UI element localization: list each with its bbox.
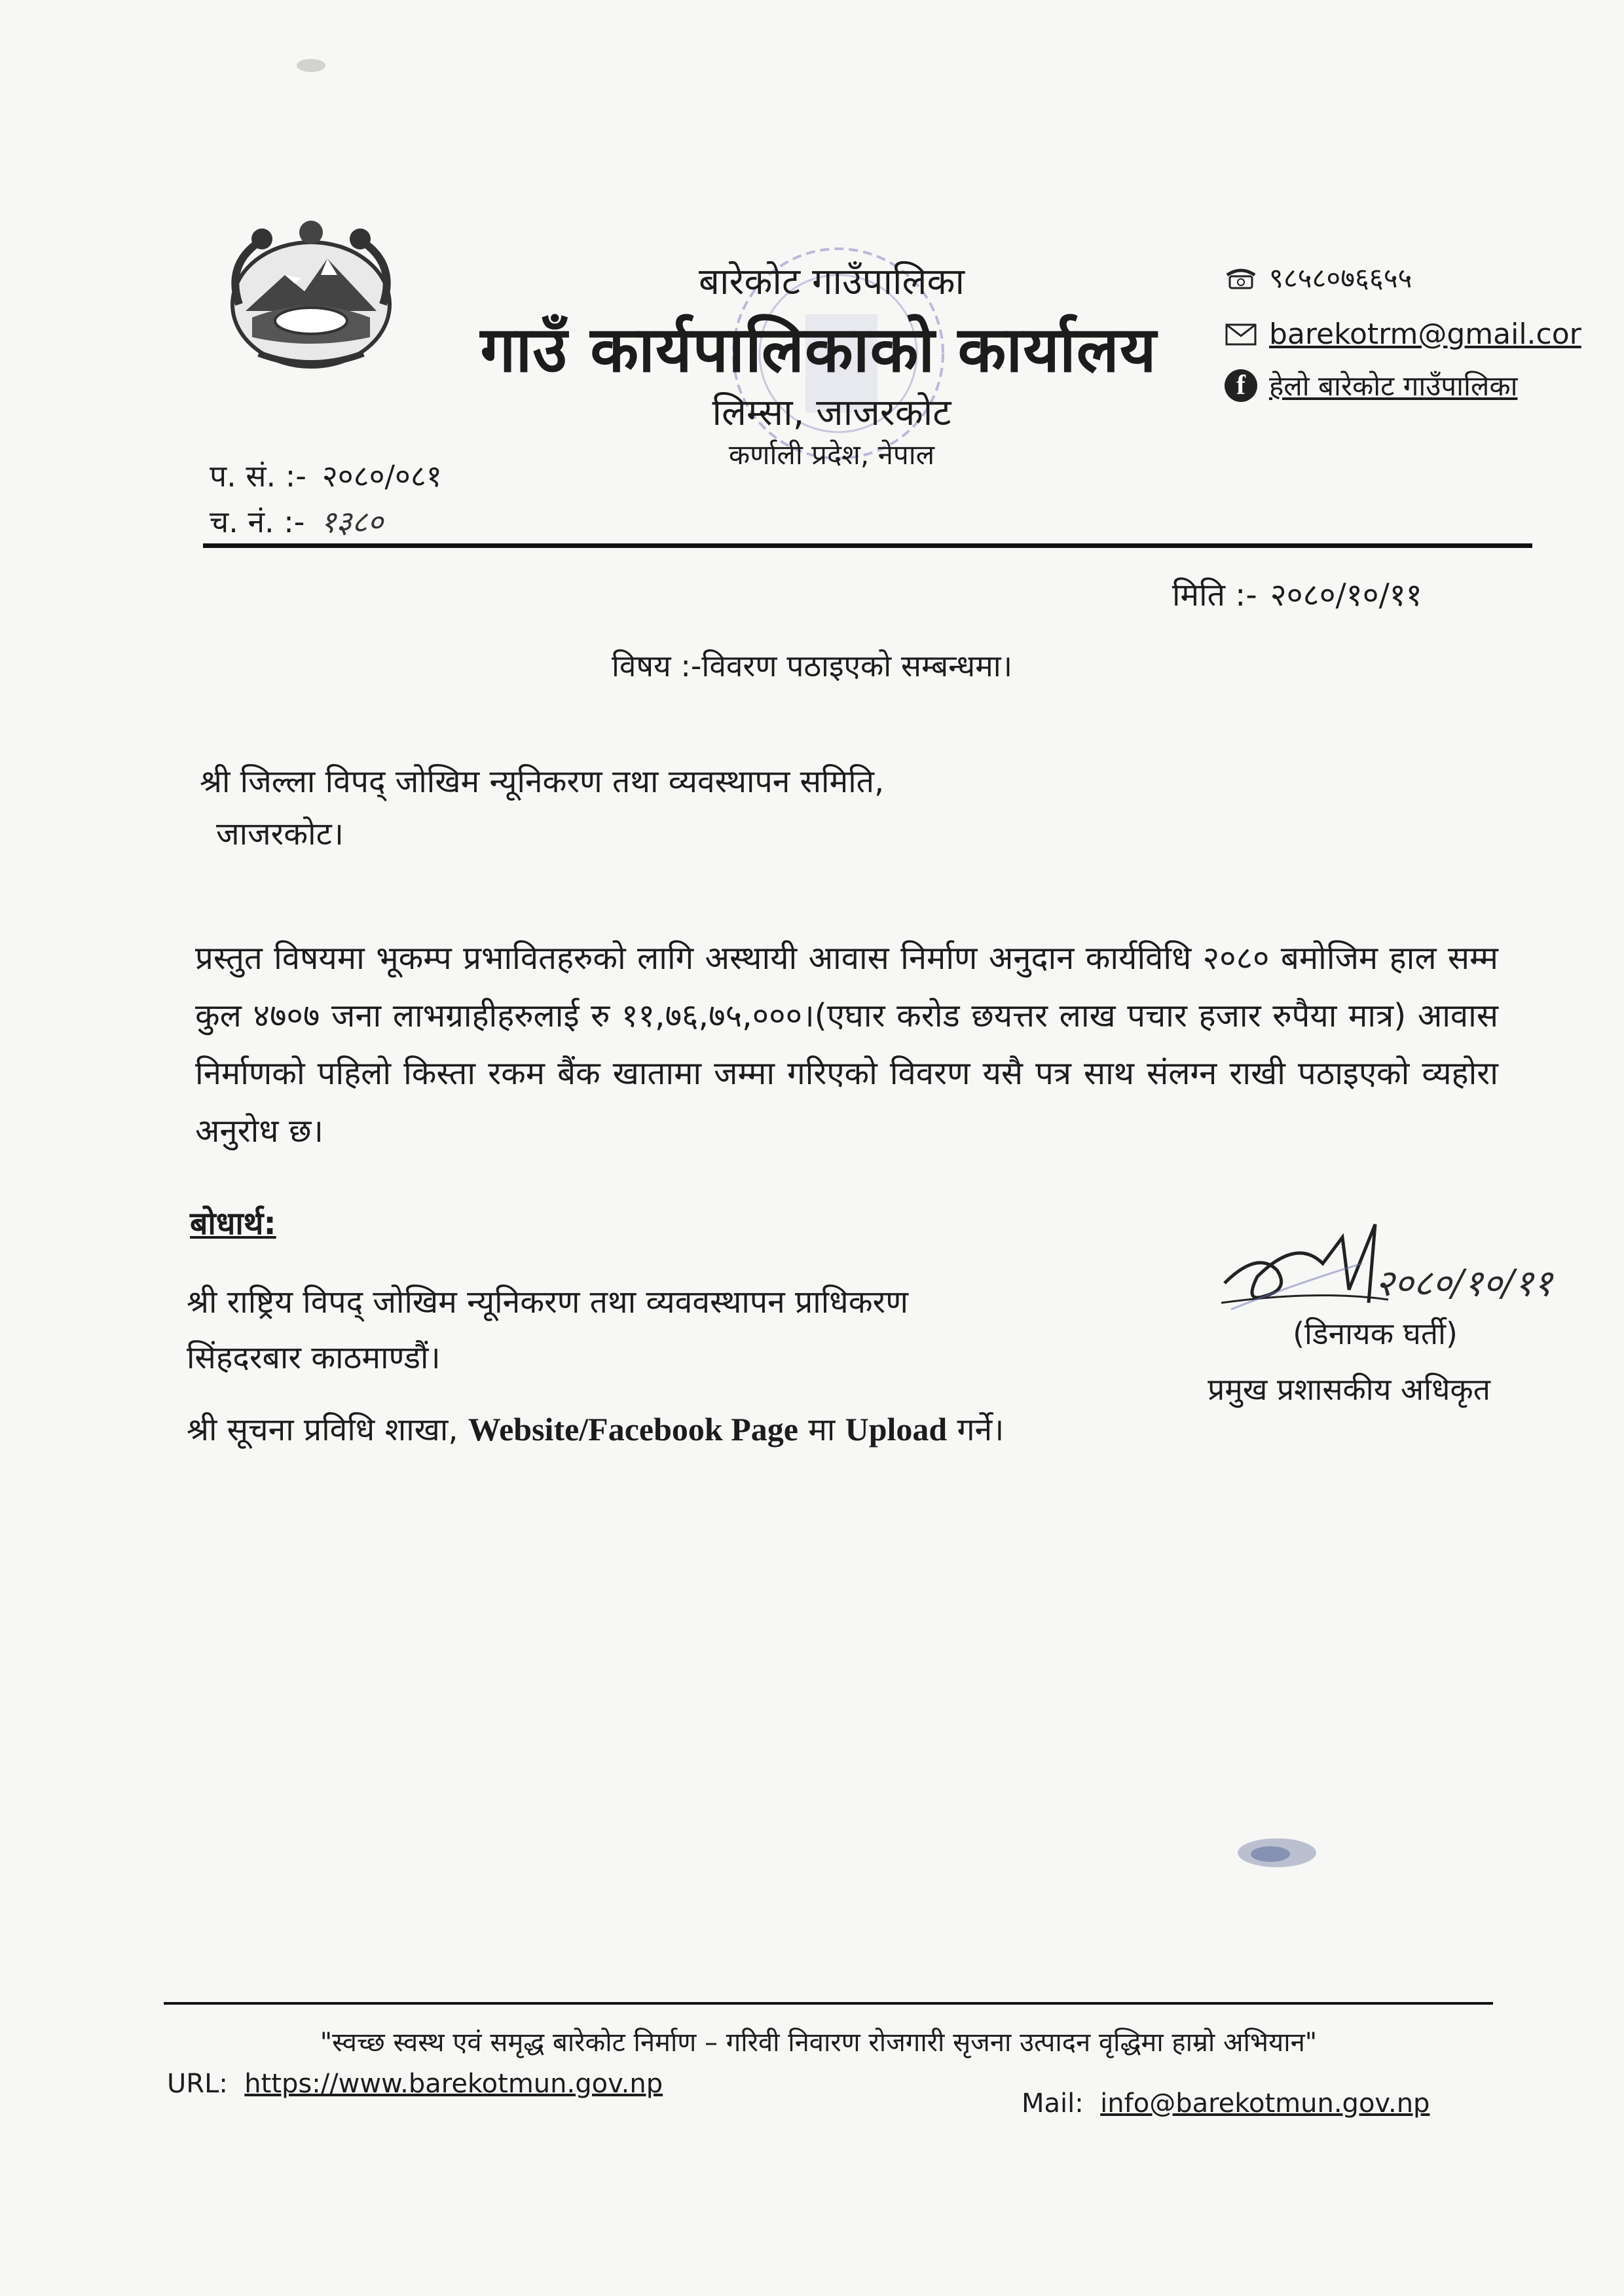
ink-smudge xyxy=(291,52,331,79)
chalani-value: १३८० xyxy=(320,504,384,539)
recipient-line-2: जाजरकोट। xyxy=(216,816,344,852)
date-label: मिति :- xyxy=(1172,577,1257,613)
chalani-label: च. नं. :- xyxy=(210,504,305,539)
office-title: गाउँ कार्यपालिकाको कार्यालय xyxy=(480,313,1157,386)
date-value: २०८०/१०/११ xyxy=(1270,577,1422,613)
letter-date xyxy=(1172,573,1422,615)
municipality-name: बारेकोट गाउँपालिका xyxy=(699,261,965,303)
url-label: URL: xyxy=(167,2069,228,2099)
bodhartha-website-facebook: Website/Facebook Page xyxy=(468,1411,798,1448)
envelope-icon xyxy=(1225,323,1257,346)
signatory-name: (डिनायक घर्ती) xyxy=(1293,1316,1458,1351)
bodhartha-heading: बोधार्थ: xyxy=(190,1205,276,1242)
telephone-icon xyxy=(1225,264,1257,291)
nepal-government-emblem-icon xyxy=(213,213,409,383)
facebook-icon: f xyxy=(1225,369,1257,402)
bodhartha-line-3-post: गर्ने। xyxy=(947,1412,1005,1448)
mail-label: Mail: xyxy=(1022,2088,1084,2119)
facebook-link[interactable]: हेलो बारेकोट गाउँपालिका xyxy=(1269,370,1518,402)
header-divider xyxy=(203,543,1532,548)
footer-mail xyxy=(1022,2088,1430,2119)
bodhartha-line-3 xyxy=(187,1408,1004,1450)
signatory-title: प्रमुख प्रशासकीय अधिकृत xyxy=(1208,1372,1490,1407)
chalani-number xyxy=(210,501,383,541)
bodhartha-line-3-pre: श्री सूचना प्रविधि शाखा, xyxy=(187,1412,468,1448)
contact-facebook xyxy=(1225,367,1517,404)
recipient-line-1: श्री जिल्ला विपद् जोखिम न्यूनिकरण तथा व्यवस्थापन समिति, xyxy=(200,763,885,800)
footer-slogan: "स्वच्छ स्वस्थ एवं समृद्ध बारेकोट निर्माण – गरिवी निवारण रोजगारी सृजना उत्पादन वृद्धिमा हाम्रो अभियान" xyxy=(320,2028,1318,2058)
letter-body: प्रस्तुत विषयमा भूकम्प प्रभावितहरुको लागि अस्थायी आवास निर्माण अनुदान कार्यविधि २०८० बमोजिम हाल सम्म कुल ४७०७ जना लाभग्राहीहरुलाई रु ११,७६,७५,०००।(एघार करोड छयत्तर लाख पचार हजार रुपैया मात्र) आवास निर्माणको पहिलो किस्ता रकम बैंक खातामा जम्मा गरिएको विवरण यसै पत्र साथ संलग्न राखी पठाइएको व्यहोरा अनुरोध छ। xyxy=(195,939,1498,1150)
bodhartha-line-1: श्री राष्ट्रिय विपद् जोखिम न्यूनिकरण तथा व्यववस्थापन प्राधिकरण xyxy=(187,1284,908,1321)
bodhartha-line-3-mid: मा xyxy=(798,1412,845,1448)
contact-phone xyxy=(1225,259,1412,296)
email-link[interactable]: barekotrm@gmail.cor xyxy=(1269,318,1581,351)
bodhartha-line-2: सिंहदरबार काठमाण्डौं। xyxy=(187,1339,441,1376)
phone-number: ९८५८०७६६५५ xyxy=(1269,262,1412,294)
mail-link[interactable]: info@barekotmun.gov.np xyxy=(1100,2088,1430,2119)
bodhartha-upload: Upload xyxy=(845,1411,948,1448)
patra-label: प. सं. :- xyxy=(210,458,306,494)
letter-subject: विषय :-विवरण पठाइएको सम्बन्धमा। xyxy=(611,648,1013,683)
website-link[interactable]: https://www.barekotmun.gov.np xyxy=(244,2069,663,2099)
office-location: लिम्सा, जाजरकोट xyxy=(712,392,951,434)
contact-email xyxy=(1225,318,1581,351)
office-province: कर्णाली प्रदेश, नेपाल xyxy=(728,439,935,471)
footer-url xyxy=(167,2069,663,2099)
patra-sankhya xyxy=(210,455,442,496)
patra-value: २०८०/०८१ xyxy=(322,458,442,494)
ink-smudge xyxy=(1225,1827,1329,1879)
footer-divider xyxy=(164,2002,1493,2005)
signature-date: २०८०/१०/११ xyxy=(1375,1262,1553,1305)
